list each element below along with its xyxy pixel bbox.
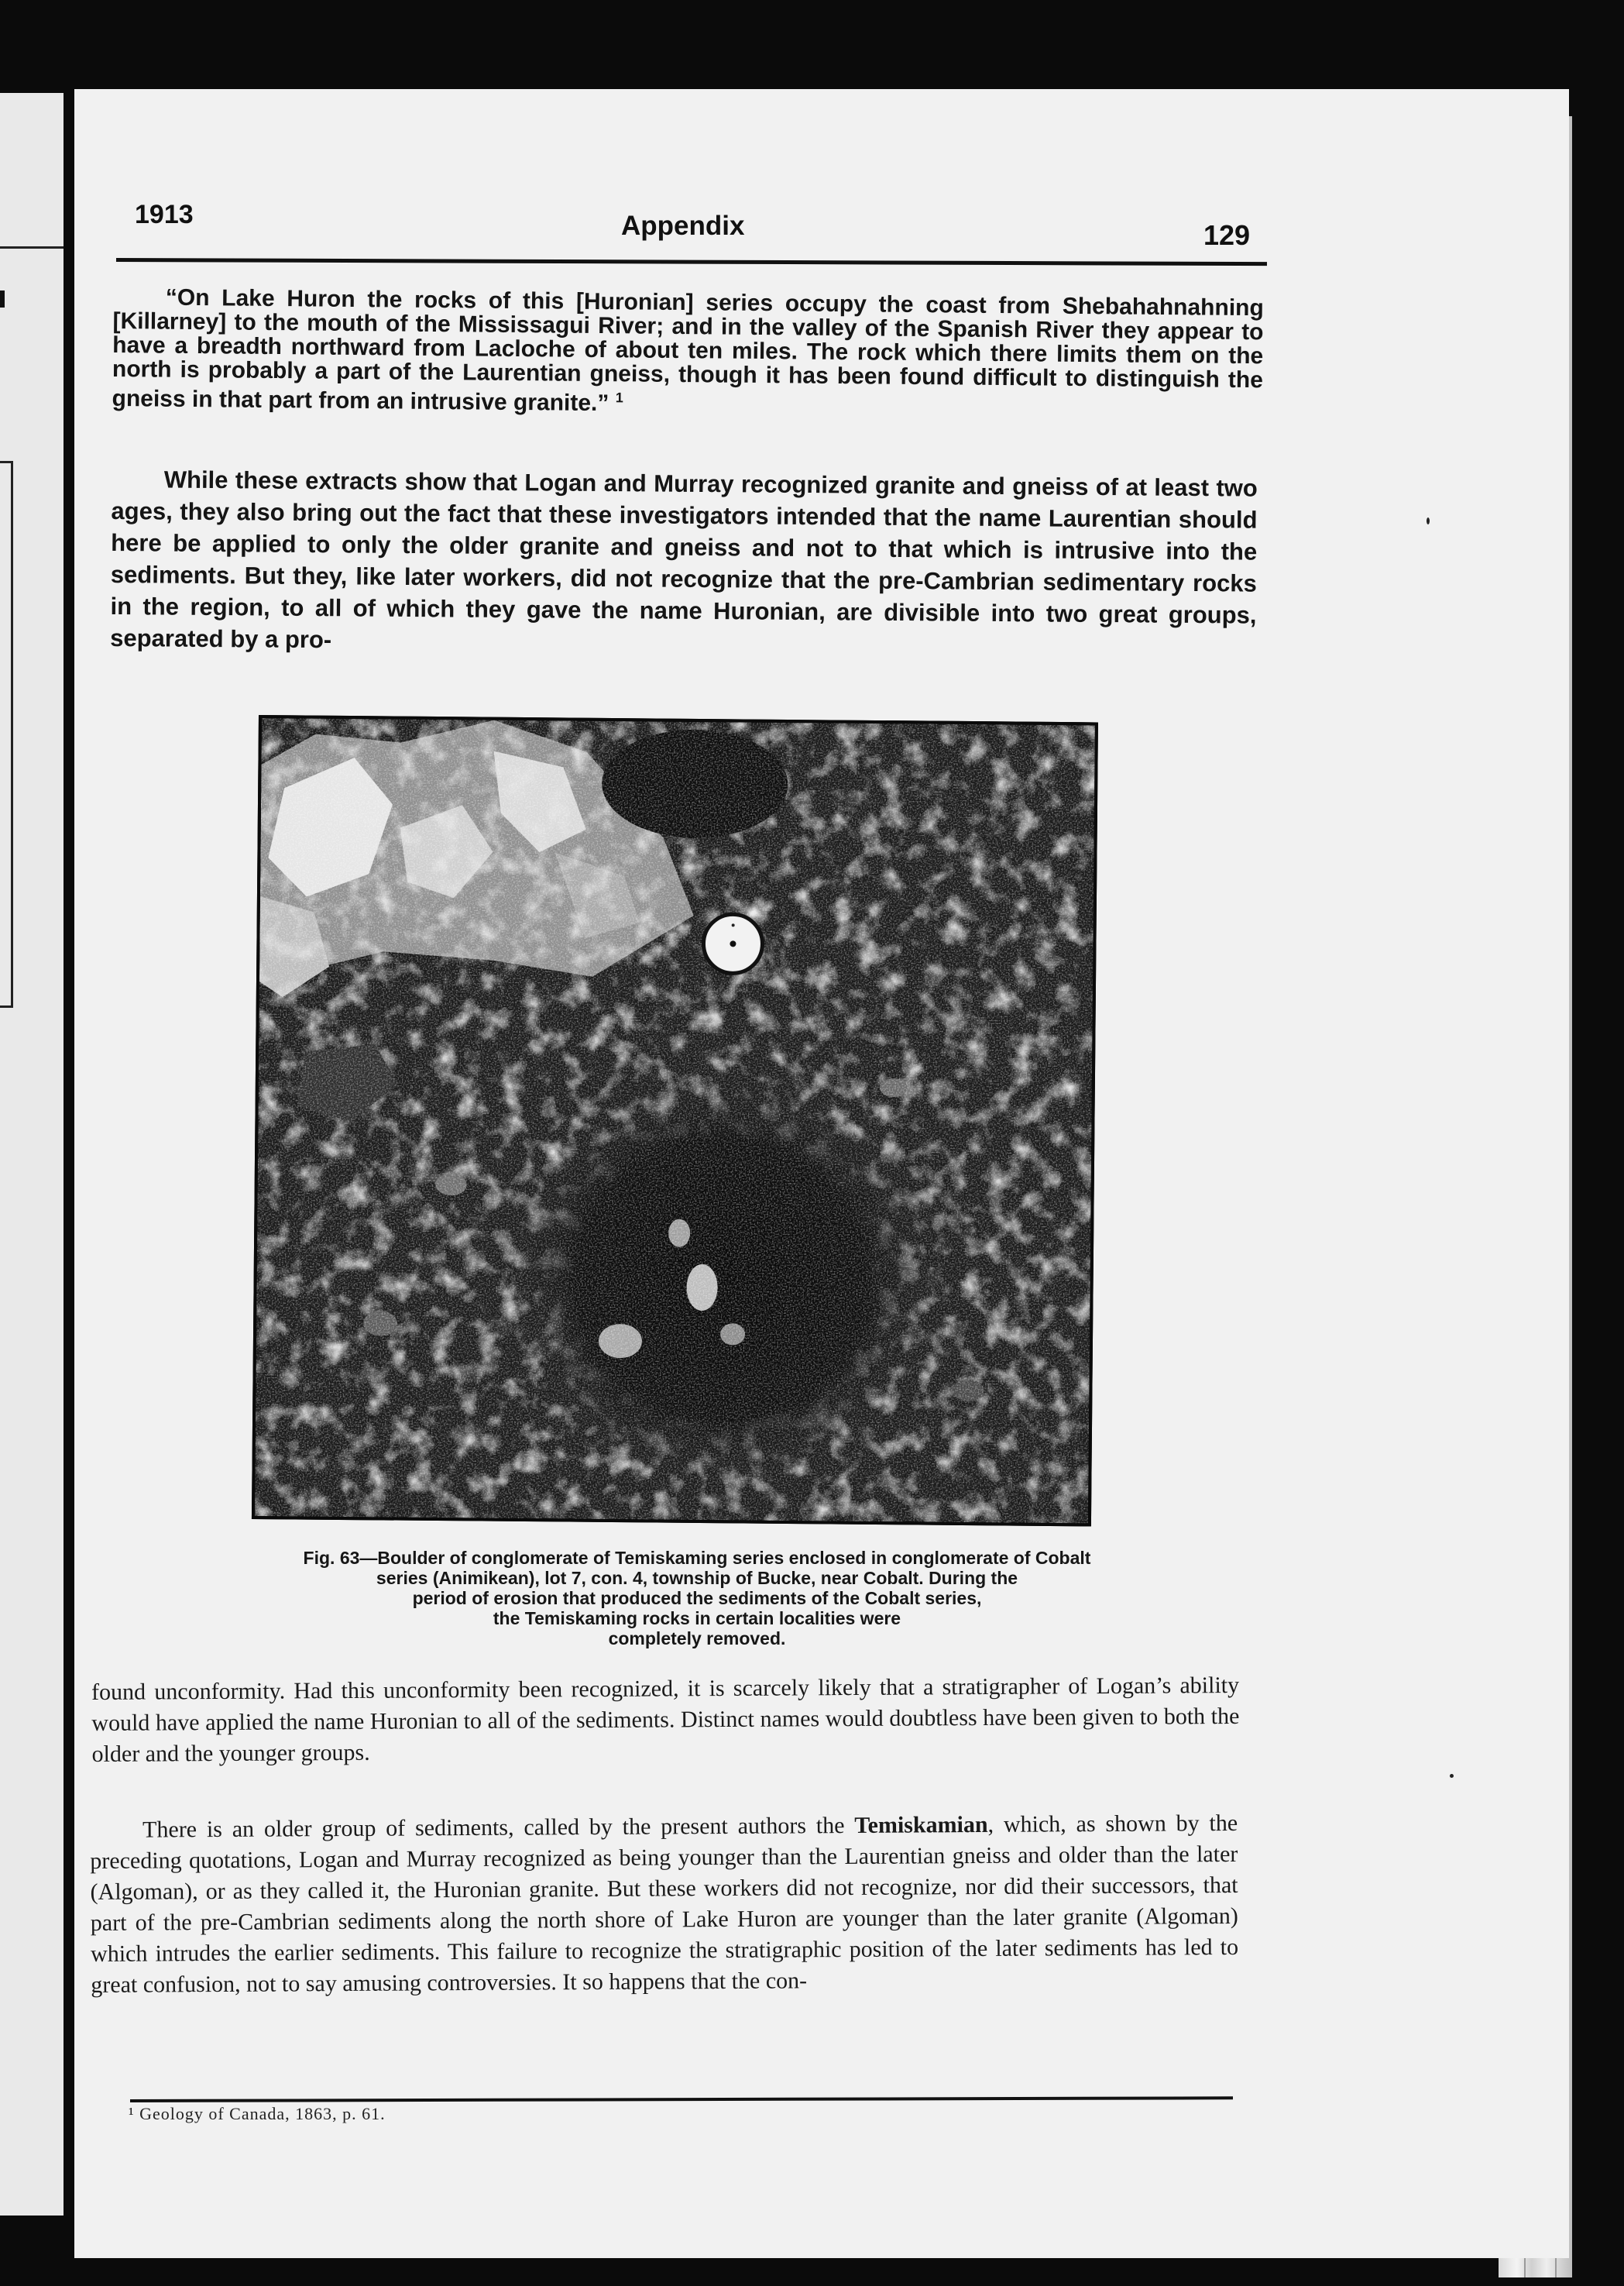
paragraph: found unconformity. Had this unconformity been recognized, it is scarcely likely that a stratigrapher of Logan’s ability would have applied the name Huronian to all of the sediments. Distinct names would doubtless have been given to both the older and the younger groups. <box>91 1672 1240 1767</box>
caption-line: period of erosion that produced the sediments of the Cobalt series, <box>412 1588 982 1608</box>
quote-text: “On Lake Huron the rocks of this [Huronian] series occupy the coast from Shebahahnahning [Killarney] to the mouth of the Mississagui River; and in the valley of the Spanish River they appear to have a breadth northward from Lacloche of about ten miles. The rock which there limits them on the north is probably a part of the Laurentian gneiss, though it has been found difficult to distinguish the gneiss in that part from an intrusive granite.” <box>112 284 1264 417</box>
paragraph-text: There is an older group of sediments, called by the present authors the <box>142 1812 855 1843</box>
paragraph-text: , which, as shown by the preceding quotations, Logan and Murray recognized as being younger than the Laurentian gneiss and older than the later (Algoman), or as they called it, the Huronian granite. But these workers did not recognize, nor did their successors, that part of the pre-Cambrian sediments along the north shore of Lake Huron are younger than the later granite (Algoman) which intrudes the earlier sediments. This failure to recognize the stratigraphic position of the later sediments has led to great confusion, not to say amusing controversies. It so happens that the con- <box>90 1810 1239 1998</box>
running-header-title: Appendix <box>621 211 745 241</box>
term-temiskamian: Temiskamian <box>854 1811 988 1838</box>
page-number: 129 <box>1203 219 1251 251</box>
figure-photograph <box>252 715 1098 1526</box>
footnote-reference: 1 <box>615 390 623 406</box>
footnote: ¹ Geology of Canada, 1863, p. 61. <box>129 2104 386 2123</box>
running-header-year: 1913 <box>135 200 194 229</box>
scan-speck <box>1450 1774 1454 1778</box>
caption-line: Fig. 63—Boulder of conglomerate of Temiskaming series enclosed in conglomerate of Cobalt <box>303 1548 1091 1568</box>
previous-page-rule <box>0 246 64 249</box>
conglomerate-photo <box>255 718 1095 1523</box>
scan-speck <box>1427 517 1430 524</box>
figure-caption <box>201 1548 1193 1648</box>
caption-line: completely removed. <box>608 1628 786 1648</box>
previous-page-mark <box>0 290 5 308</box>
previous-page-figure-box <box>0 461 13 1008</box>
quote-paragraph <box>112 285 1263 421</box>
previous-page-edge <box>0 93 64 2216</box>
caption-line: the Temiskaming rocks in certain localities were <box>493 1608 901 1628</box>
caption-line: series (Animikean), lot 7, con. 4, township of Bucke, near Cobalt. During the <box>376 1568 1018 1588</box>
paragraph: While these extracts show that Logan and Murray recognized granite and gneiss of at least two ages, they also bring out the fact that these investigators intended that the name Laurentian should here be applied to only the older granite and gneiss and not to that which is intrusive into the sediments. But they, like later workers, did not recognize that the pre-Cambrian sedimentary rocks in the region, to all of which they gave the name Huronian, are divisible into two great groups, separated by a pro- <box>110 466 1258 654</box>
paragraph <box>90 1808 1238 2001</box>
